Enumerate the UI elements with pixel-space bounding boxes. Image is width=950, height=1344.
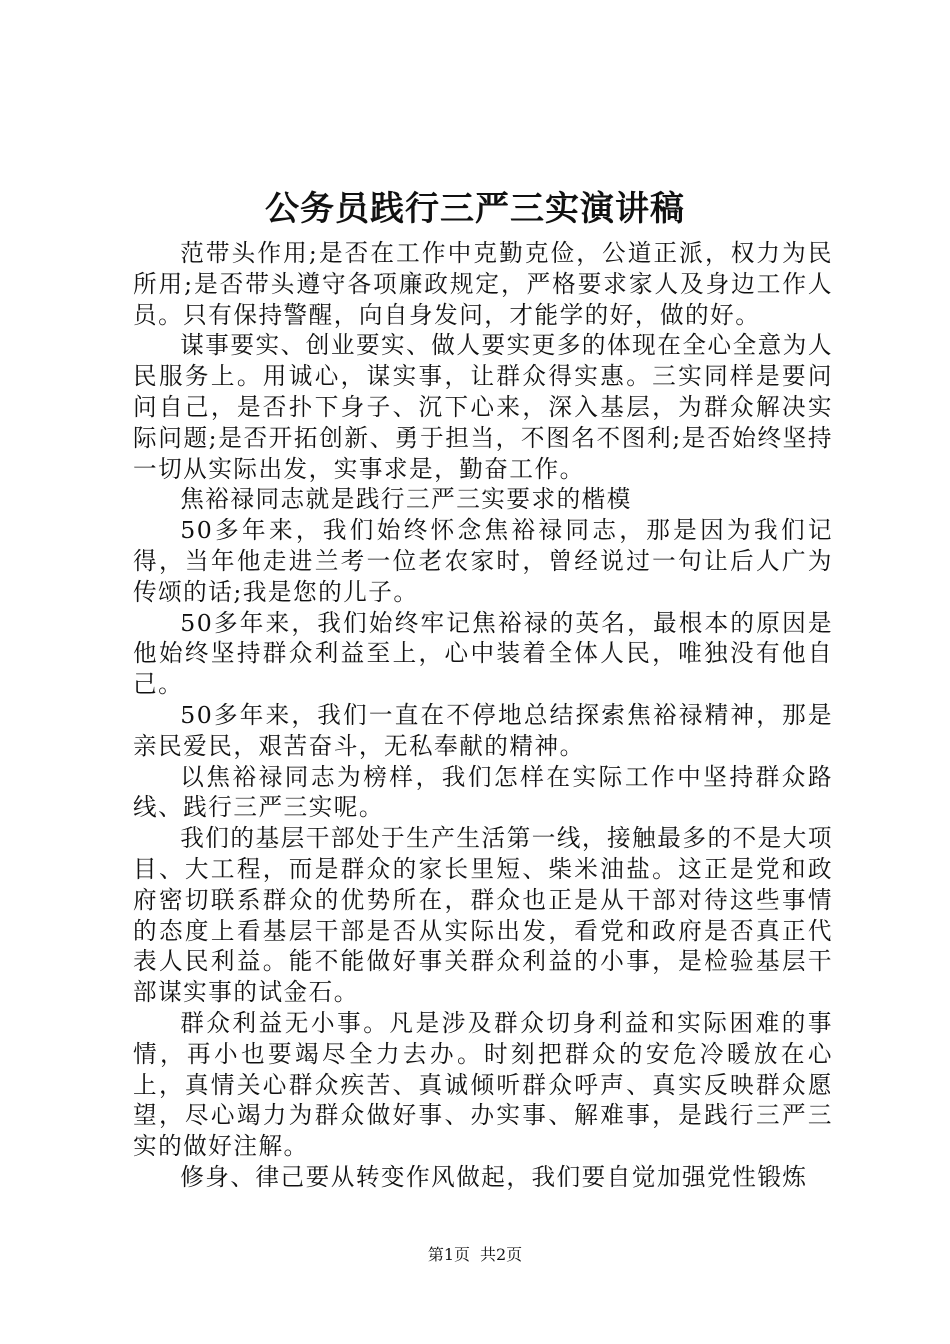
paragraph: 范带头作用;是否在工作中克勤克俭，公道正派，权力为民所用;是否带头遵守各项廉政规定，严格要求家人及身边工作人员。只有保持警醒，向自身发问，才能学的好，做的好。: [133, 239, 833, 329]
paragraph: 50多年来，我们始终怀念焦裕禄同志，那是因为我们记得，当年他走进兰考一位老农家时，曾经说过一句让后人广为传颂的话;我是您的儿子。: [133, 516, 833, 606]
paragraph: 50多年来，我们一直在不停地总结探索焦裕禄精神，那是亲民爱民，艰苦奋斗，无私奉献的精神。: [133, 700, 833, 760]
page-number-total: 共2页: [480, 1245, 523, 1264]
paragraph: 修身、律己要从转变作风做起，我们要自觉加强党性锻炼: [180, 1162, 808, 1191]
page-number-current: 第1页: [427, 1245, 470, 1264]
document-body: [133, 238, 833, 1193]
paragraph: 50多年来，我们始终牢记焦裕禄的英名，最根本的原因是他始终坚持群众利益至上，心中装着全体人民，唯独没有他自己。: [133, 608, 833, 699]
document-title: 公务员践行三严三实演讲稿: [265, 189, 685, 229]
paragraph: 以焦裕禄同志为榜样，我们怎样在实际工作中坚持群众路线、践行三严三实呢。: [133, 762, 833, 822]
paragraph: 焦裕禄同志就是践行三严三实要求的楷模: [180, 485, 632, 514]
page-footer: [0, 1245, 950, 1265]
paragraph: 我们的基层干部处于生产生活第一线，接触最多的不是大项目、大工程，而是群众的家长里短、柴米油盐。这正是党和政府密切联系群众的优势所在，群众也正是从干部对待这些事情的态度上看基层干部是否从实际出发，看党和政府是否真正代表人民利益。能不能做好事关群众利益的小事，是检验基层干部谋实事的试金石。: [133, 824, 833, 1007]
paragraph: 群众利益无小事。凡是涉及群众切身利益和实际困难的事情，再小也要竭尽全力去办。时刻把群众的安危冷暖放在心上，真情关心群众疾苦、真诚倾听群众呼声、真实反映群众愿望，尽心竭力为群众做好事、办实事、解难事，是践行三严三实的做好注解。: [133, 1008, 833, 1161]
paragraph: 谋事要实、创业要实、做人要实更多的体现在全心全意为人民服务上。用诚心，谋实事，让群众得实惠。三实同样是要问问自己，是否扑下身子、沉下心来，深入基层，为群众解决实际问题;是否开拓创新、勇于担当，不图名不图利;是否始终坚持一切从实际出发，实事求是，勤奋工作。: [133, 331, 833, 483]
